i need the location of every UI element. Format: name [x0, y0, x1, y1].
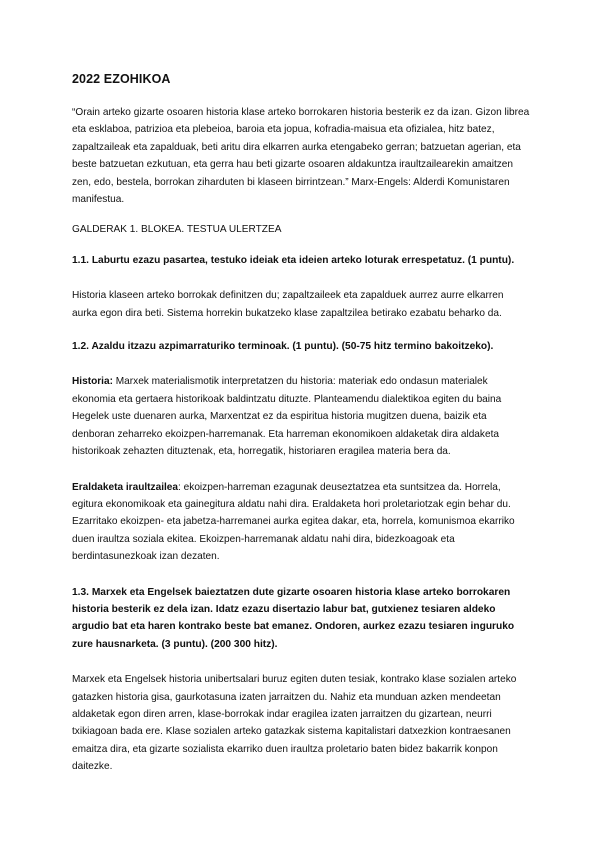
document-content — [72, 72, 530, 776]
section-heading: GALDERAK 1. BLOKEA. TESTUA ULERTZEA — [72, 224, 282, 236]
quote-paragraph: “Orain arteko gizarte osoaren historia klase arteko borrokaren historia besterik ez da izan. Gizon librea eta esklaboa, patrizioa eta plebeioa, baroia eta jopua, kofradia-maisua eta ofizialea, hitz batez, zapaltzaileak eta zapalduak, beti aritu dira elkarren aurka etengabeko gerran; batzuetan agerian, eta beste batzuetan ezkutuan, eta gerra hau beti gizarte osoaren aldakuntza iraultzailearekin amaitzen zen, edo, bestela, borrokan ziharduten bi klaseen birrintzean.” Marx-Engels: Alderdi Komunistaren manifestua. — [72, 107, 530, 206]
answer-1-2-eraldaketa — [72, 479, 530, 566]
document-title: 2022 EZOHIKOA — [72, 72, 171, 86]
question-1-2: 1.2. Azaldu itzazu azpimarraturiko terminoak. (1 puntu). (50-75 hitz termino bakoitzeko). — [72, 341, 494, 353]
term-historia: Historia: — [72, 376, 113, 388]
term-eraldaketa-iraultzailea: Eraldaketa iraultzailea — [72, 481, 179, 493]
answer-1-2-historia — [72, 373, 530, 460]
question-1-3: 1.3. Marxek eta Engelsek baieztatzen dute gizarte osoaren historia klase arteko borrokaren historia besterik ez dela izan. Idatz ezazu disertazio labur bat, gutxienez tesiaren aldeko argudio bat eta haren kontrako beste bat emanez. Ondoren, aurkez ezazu tesiaren inguruko zure hausnarketa. (3 puntu). (200 300 hitz). — [72, 586, 515, 650]
term-historia-definition: Marxek materialismotik interpretatzen du historia: materiak edo ondasun materialek ekonomia eta gertaera historikoak baldintzatu dituzte. Planteamendu dialektikoa egiten du baina Hegelek uste duenaren aurka, Marxentzat ez da espiritua historia mugitzen duena, baizik eta denboran zeharreko ekoizpen-harremanak. Eta harreman ekonomikoen aldaketak dira aldaketa historikoak zehazten dituztenak, eta, horregatik, historiaren eragilea materia bera da. — [72, 376, 502, 458]
term-eraldaketa-definition: : ekoizpen-harreman ezagunak deuseztatzea eta suntsitzea da. Horrela, egitura ekonomikoak eta gainegitura aldatu nahi dira. Eraldaketa hori proletariotzak egin behar du. Ezarritako ekoizpen- eta jabetza-harremanei aurka egitea dakar, eta, horrela, komunismoa ekarriko duen iraultza soziala ekitea. Ekoizpen-harremanak aldatu nahi dira, bidezkoagoak eta berdintasunezkoak izan dezaten. — [72, 481, 515, 563]
answer-1-3: Marxek eta Engelsek historia unibertsalari buruz egiten duten tesiak, kontrako klase sozialen arteko gatazken historia gisa, gaurkotasuna izaten jarraitzen du. Nahiz eta munduan azken mendeetan aldaketak egon diren arren, klase-borrokak indar eragilea izaten jarraitzen du gizartean, neurri txikiagoan bada ere. Klase sozialen arteko gatazkak sistema kapitalistari datxezkion kontraesanen emaitza dira, eta gizarte sozialista ekarriko duen iraultza proletario baten bidez bakarrik konpon daitezke. — [72, 674, 517, 773]
question-1-1: 1.1. Laburtu ezazu pasartea, testuko ideiak eta ideien arteko loturak errespetatuz. (1 puntu). — [72, 254, 515, 266]
answer-1-1: Historia klaseen arteko borrokak definitzen du; zapaltzaileek eta zapalduek aurrez aurre elkarren aurka egon dira beti. Sistema horrekin bukatzeko klase zapaltzilea betirako ezabatu beharko da. — [72, 290, 504, 319]
